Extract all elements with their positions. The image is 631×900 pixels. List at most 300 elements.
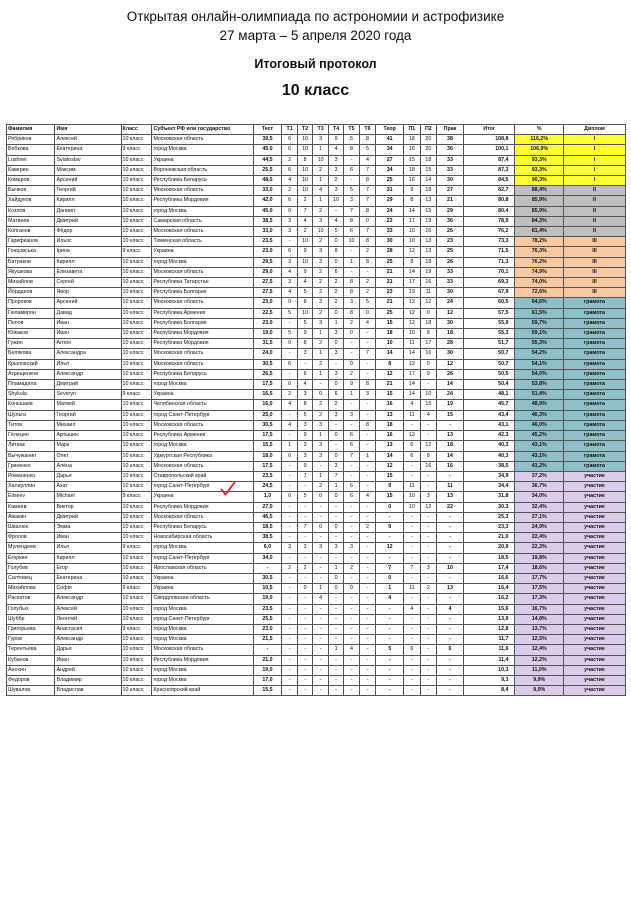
table-cell: 3 [297,543,312,553]
table-cell: 7 [344,206,359,216]
table-cell: 15 [420,165,437,175]
table-cell: 10 [297,145,312,155]
table-cell: Артышес [55,431,121,441]
table-cell: Кубанов [7,655,55,665]
table-cell: 0 [376,502,404,512]
table-cell: Литвак [7,441,55,451]
table-cell: - [359,645,376,655]
table-cell: Александр [55,594,121,604]
table-cell: 67,9 [463,288,515,298]
table-cell: - [359,267,376,277]
table-cell: Федоров [7,675,55,685]
table-cell: 43,4 [463,410,515,420]
table-cell: 71,5 [463,247,515,257]
table-cell: Ярославская область [152,563,253,573]
table-cell: - [313,553,328,563]
table-cell: 19 [404,288,421,298]
table-cell: Южаков [7,329,55,339]
table-cell: город Москва [152,380,253,390]
table-cell: Дарья [55,471,121,481]
table-row [7,461,626,471]
table-cell: 10 класс [121,441,152,451]
table-cell: 30 [437,318,464,328]
table-cell: - [359,686,376,696]
table-cell: 10 [297,308,312,318]
table-cell: 1 [313,196,328,206]
table-cell: - [404,512,421,522]
table-cell: 29,0 [253,267,282,277]
table-cell: 72,6% [515,288,563,298]
table-cell: 87,4 [463,155,515,165]
table-cell: 19,0 [253,329,282,339]
table-cell: 36,7% [515,482,563,492]
table-cell: 8 [297,400,312,410]
table-cell: 18 [404,135,421,145]
column-header: Фамилия [7,125,55,135]
table-cell: 10 класс [121,655,152,665]
table-cell: 12,5% [515,635,563,645]
table-cell: Московская область [152,645,253,655]
table-cell: 4 [282,267,297,277]
table-cell: Ставропольский край [152,471,253,481]
table-cell: 14 [404,267,421,277]
table-cell: 2 [313,400,328,410]
table-cell: Дмитрий [55,512,121,522]
column-header: Диплом [563,125,625,135]
table-cell: 6 [282,145,297,155]
table-cell: 4 [437,604,464,614]
table-cell: город Санкт-Петербург [152,482,253,492]
table-cell: 26 [437,369,464,379]
table-cell: 50,4 [463,380,515,390]
table-cell: 3 [359,390,376,400]
table-cell: 1 [313,349,328,359]
table-cell: 10 [404,227,421,237]
table-cell: 30 [376,237,404,247]
table-cell: 0 [328,308,343,318]
table-cell: - [297,655,312,665]
table-cell: - [344,339,359,349]
table-cell: - [297,686,312,696]
table-cell: 71,3 [463,257,515,267]
table-cell: 10 [297,176,312,186]
column-header: Итог [463,125,515,135]
table-cell: Пророков [7,298,55,308]
table-cell: - [328,441,343,451]
table-cell: 30 [437,349,464,359]
table-cell: Гуров [7,635,55,645]
table-cell: грамота [563,390,625,400]
column-header: Класс [121,125,152,135]
table-row [7,278,626,288]
table-cell: - [359,543,376,553]
table-cell: 10 класс [121,216,152,226]
table-cell: Кирилл [55,196,121,206]
table-cell: Андрей [55,665,121,675]
table-row [7,165,626,175]
table-cell: Александр [55,635,121,645]
table-cell: Удмуртская Республика [152,451,253,461]
table-row [7,614,626,624]
table-cell: 3 [282,278,297,288]
table-cell: Вычужанин [7,451,55,461]
table-cell: 12,2% [515,655,563,665]
table-cell: 16,7% [515,604,563,614]
table-cell: 3 [313,441,328,451]
table-cell: 7 [359,349,376,359]
table-cell: 30,5 [253,420,282,430]
table-cell: - [328,553,343,563]
table-cell: 34,4 [463,482,515,492]
table-cell: III [563,267,625,277]
table-row [7,257,626,267]
table-cell: - [420,614,437,624]
table-cell: 2 [313,308,328,318]
table-cell: - [359,584,376,594]
table-cell: - [253,645,282,655]
table-cell: - [404,614,421,624]
table-cell: 22 [376,216,404,226]
table-cell: Егоркин [7,553,55,563]
table-cell: - [437,420,464,430]
table-cell: 16 [420,461,437,471]
table-cell: 0 [313,492,328,502]
table-cell: - [328,675,343,685]
table-cell: II [563,206,625,216]
table-row [7,584,626,594]
table-cell: 11,7 [463,635,515,645]
table-cell: грамота [563,431,625,441]
table-cell: участие [563,522,625,532]
table-cell: 10 класс [121,563,152,573]
table-cell: 0 [328,380,343,390]
table-cell: 10 [420,390,437,400]
table-cell: 0 [282,380,297,390]
table-cell: 10 класс [121,278,152,288]
table-cell: 0 [282,206,297,216]
table-cell: - [328,604,343,614]
table-cell: - [404,461,421,471]
table-row [7,665,626,675]
table-cell: - [344,533,359,543]
table-cell: 6 [282,247,297,257]
table-cell: город Москва [152,635,253,645]
table-cell: Арсений [55,176,121,186]
table-cell: Виктор [55,502,121,512]
table-cell: 9 класс [121,543,152,553]
table-cell: - [404,543,421,553]
table-cell: 76,2% [515,257,563,267]
table-cell: 54,2% [515,349,563,359]
table-cell: 23,0 [253,298,282,308]
table-cell: 0 [297,584,312,594]
table-cell: 0 [359,308,376,318]
table-cell: - [344,349,359,359]
table-cell: 3 [282,216,297,226]
table-cell: - [376,686,404,696]
table-cell: - [376,635,404,645]
table-cell: 2 [328,176,343,186]
table-cell: - [359,431,376,441]
table-cell: 5 [282,329,297,339]
table-cell: 4 [359,492,376,502]
table-cell: III [563,288,625,298]
table-cell: 18 [376,329,404,339]
table-cell: Илья [55,359,121,369]
table-cell: 61,5% [515,308,563,318]
table-cell: 10 [297,186,312,196]
table-cell: 12 [404,359,421,369]
table-cell: - [313,665,328,675]
table-cell: 9 [328,135,343,145]
table-cell: 26 [437,257,464,267]
table-cell: грамота [563,339,625,349]
table-cell: 10 класс [121,522,152,532]
table-cell: 116,2% [515,135,563,145]
table-cell: 10 класс [121,553,152,563]
table-cell: 21 [376,267,404,277]
table-cell: 25 [437,247,464,257]
table-cell: 0 [328,492,343,502]
table-cell: 6,0 [253,543,282,553]
table-cell: - [359,533,376,543]
table-cell: 44,5 [253,155,282,165]
table-cell: 2 [328,400,343,410]
table-cell: участие [563,614,625,624]
table-cell: 55,3% [515,339,563,349]
table-cell: 41,2% [515,461,563,471]
table-cell: - [404,686,421,696]
table-cell: 21 [376,278,404,288]
table-cell: Республика Армения [152,308,253,318]
table-cell: 2 [313,267,328,277]
table-cell: 26 [437,227,464,237]
table-cell: 9 [376,522,404,532]
table-cell: 7 [297,522,312,532]
table-cell: 50,7 [463,349,515,359]
table-cell: 6 [344,431,359,441]
table-cell: - [420,522,437,532]
table-cell: 4 [297,216,312,226]
table-cell: 14 [404,390,421,400]
table-cell: 2 [297,227,312,237]
table-cell: - [282,533,297,543]
table-cell: 17,4 [463,563,515,573]
protocol-heading: Итоговый протокол [254,57,377,71]
table-cell: 15 [420,400,437,410]
table-cell: - [313,686,328,696]
table-row [7,186,626,196]
table-cell: - [437,543,464,553]
table-cell: 24 [437,390,464,400]
table-cell: 20 [420,145,437,155]
table-cell: - [297,665,312,675]
table-cell: 10 [404,329,421,339]
table-cell: 17 [420,339,437,349]
table-row [7,471,626,481]
table-cell: Егор [55,563,121,573]
table-cell: 55,3 [463,329,515,339]
table-cell: 6 [282,165,297,175]
table-cell: 22,3% [515,543,563,553]
table-cell: 27 [437,186,464,196]
header-row [7,125,626,135]
table-cell: 29,5 [253,257,282,267]
table-cell: 2 [297,563,312,573]
table-cell: 31 [376,186,404,196]
table-cell: грамота [563,359,625,369]
table-cell: 0 [328,451,343,461]
table-cell: 9,9% [515,675,563,685]
table-cell: III [563,278,625,288]
table-cell: участие [563,686,625,696]
table-cell: участие [563,563,625,573]
table-cell: 3 [282,227,297,237]
table-cell: 1 [376,584,404,594]
table-cell: 14 [376,349,404,359]
table-cell: - [376,624,404,634]
table-cell: 33 [437,267,464,277]
table-cell: грамота [563,369,625,379]
table-cell: II [563,186,625,196]
table-cell: 4 [297,278,312,288]
table-cell: 8 [297,298,312,308]
table-cell: 2 [313,237,328,247]
table-cell: 87,3 [463,165,515,175]
table-cell: I [563,165,625,175]
table-cell: Украина [152,247,253,257]
table-cell: 4 [359,318,376,328]
table-cell: 25 [376,308,404,318]
table-cell: 12 [376,461,404,471]
table-row [7,329,626,339]
table-cell: Республика Беларусь [152,522,253,532]
table-cell: 8 [359,135,376,145]
table-cell: 90,3% [515,176,563,186]
table-cell: 27,5 [253,278,282,288]
table-cell: 2 [359,247,376,257]
table-cell: - [376,614,404,624]
table-row [7,145,626,155]
table-cell: Республика Болгария [152,288,253,298]
table-cell: 10 класс [121,604,152,614]
table-cell: - [359,635,376,645]
table-cell: 50,5 [463,369,515,379]
table-cell: 10 класс [121,176,152,186]
table-cell: - [404,573,421,583]
table-cell: - [344,267,359,277]
table-cell: 74,0% [515,278,563,288]
table-cell: - [328,624,343,634]
table-cell: участие [563,675,625,685]
table-cell: участие [563,482,625,492]
table-cell: - [297,553,312,563]
table-cell: - [437,635,464,645]
table-cell: 12 [376,369,404,379]
table-cell: 10 класс [121,512,152,522]
table-cell: Республика Мордовия [152,655,253,665]
table-cell: 5 [328,227,343,237]
table-cell: 2 [313,482,328,492]
table-cell: Максим [55,165,121,175]
table-cell: 0 [328,237,343,247]
table-cell: 6 [282,359,297,369]
table-cell: участие [563,573,625,583]
table-cell: Ірина [55,247,121,257]
table-cell: 1 [313,471,328,481]
table-cell: Украина [152,492,253,502]
column-header: Т6 [359,125,376,135]
table-cell: 73,3 [463,237,515,247]
table-cell: 9 класс [121,584,152,594]
table-cell: - [359,369,376,379]
table-cell: Ажакин [7,512,55,522]
table-cell: - [359,614,376,624]
table-cell: 4 [282,420,297,430]
table-cell: 40,3 [463,451,515,461]
table-cell: город Москва [152,665,253,675]
table-cell: 13 [420,196,437,206]
table-cell: 2 [344,369,359,379]
table-row [7,227,626,237]
table-cell: 2 [328,288,343,298]
table-cell: Шульга [7,410,55,420]
table-cell: 22,5 [253,308,282,318]
table-cell: 9,3 [463,675,515,685]
table-cell: 24,0 [253,349,282,359]
table-cell: 3 [313,257,328,267]
table-cell: 16 [404,176,421,186]
table-cell: Республика Мордовия [152,502,253,512]
table-cell: 60,5 [463,298,515,308]
table-cell: 14 [437,451,464,461]
table-cell: 1 [359,451,376,461]
table-cell: 25 [376,257,404,267]
table-row [7,420,626,430]
table-cell: 48,1 [463,390,515,400]
table-cell: Даниил [55,206,121,216]
table-cell: 2 [282,390,297,400]
table-cell: - [359,675,376,685]
table-cell: 24 [376,206,404,216]
table-cell: 69,3 [463,278,515,288]
table-cell: город Москва [152,675,253,685]
table-cell: - [344,655,359,665]
table-cell: - [344,675,359,685]
table-cell: 10 класс [121,573,152,583]
table-cell: Дмитрий [55,380,121,390]
table-cell: 10 [297,165,312,175]
table-cell: Тюменская область [152,237,253,247]
table-cell: 64,6% [515,298,563,308]
table-cell: - [282,553,297,563]
table-cell: 43,1% [515,451,563,461]
table-cell: Голубых [7,604,55,614]
table-cell: Украина [152,155,253,165]
table-cell: 10 класс [121,502,152,512]
table-cell: 2 [344,318,359,328]
table-cell: 80,4 [463,206,515,216]
table-cell: грамота [563,298,625,308]
table-row [7,543,626,553]
table-cell: 3 [420,563,437,573]
table-cell: - [359,512,376,522]
table-cell: 12 [420,298,437,308]
table-cell: - [420,533,437,543]
table-row [7,492,626,502]
table-cell: Коньшаев [7,400,55,410]
table-cell: 6 [328,267,343,277]
